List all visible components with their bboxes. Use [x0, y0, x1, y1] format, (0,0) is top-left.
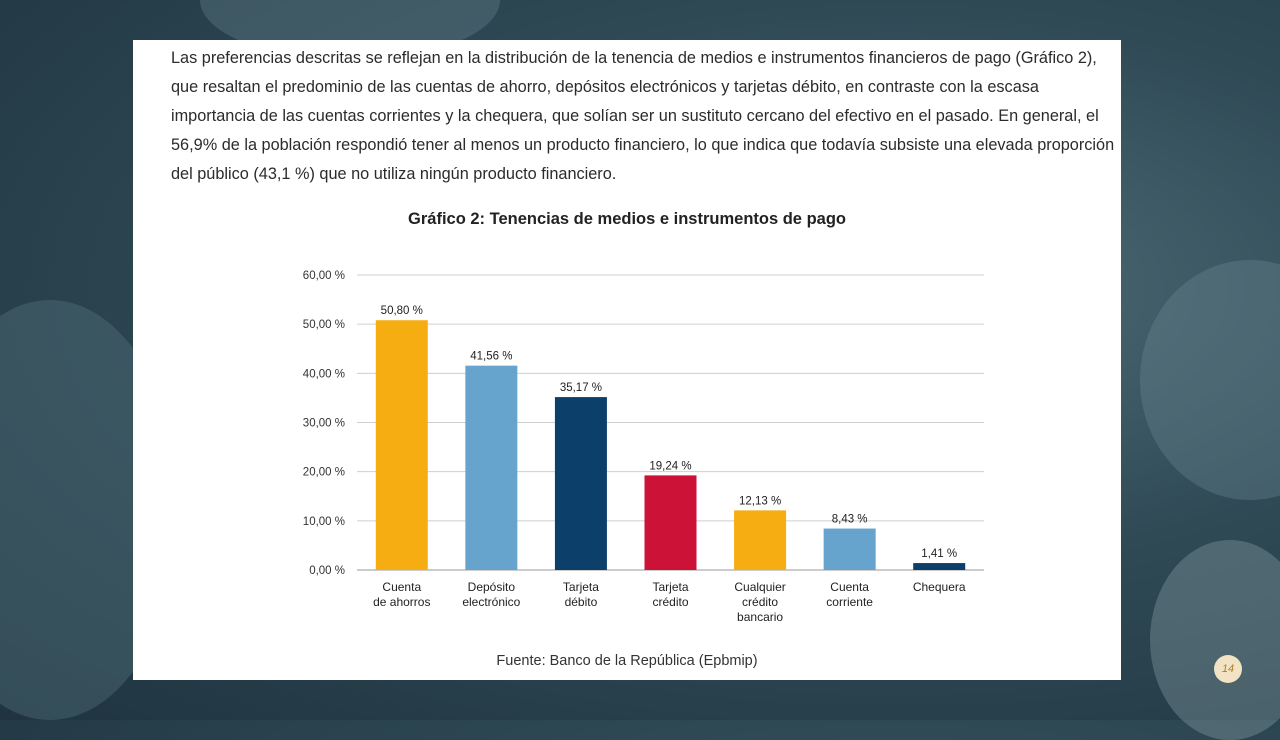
x-tick-label: Cuenta — [382, 580, 422, 594]
bar — [465, 366, 517, 570]
x-tick-label: bancario — [737, 610, 784, 624]
data-label: 12,13 % — [738, 495, 782, 508]
x-tick-label: débito — [564, 595, 598, 609]
x-tick-label: Tarjeta — [652, 580, 689, 594]
x-tick-label: crédito — [652, 595, 689, 609]
x-tick-label: corriente — [826, 595, 873, 609]
y-tick-label: 40,00 % — [302, 368, 345, 381]
slide-content-panel — [133, 40, 1121, 680]
x-tick-label: de ahorros — [373, 595, 431, 609]
y-tick-label: 20,00 % — [302, 466, 345, 479]
chart-source: Fuente: Banco de la República (Epbmip) — [496, 653, 758, 669]
bar — [555, 397, 607, 570]
bar — [734, 510, 786, 570]
data-label: 35,17 % — [559, 382, 603, 395]
x-tick-label: crédito — [742, 595, 779, 609]
bar — [645, 475, 697, 570]
bar-chart — [133, 260, 1121, 650]
chart-title: Gráfico 2: Tenencias de medios e instrumentos de pago — [408, 210, 846, 228]
bar — [913, 563, 965, 570]
data-label: 19,24 % — [649, 460, 692, 473]
data-label: 8,43 % — [831, 513, 868, 526]
x-tick-label: Cuenta — [830, 580, 869, 594]
data-label: 50,80 % — [380, 305, 423, 318]
data-label: 41,56 % — [470, 350, 513, 363]
y-tick-label: 0,00 % — [309, 565, 345, 577]
y-tick-label: 60,00 % — [302, 270, 345, 282]
x-tick-label: Tarjeta — [562, 580, 599, 594]
background-shape — [1150, 540, 1280, 740]
x-tick-label: Depósito — [467, 580, 516, 594]
y-tick-label: 30,00 % — [302, 417, 345, 430]
y-tick-label: 50,00 % — [302, 319, 345, 332]
x-tick-label: electrónico — [462, 595, 521, 609]
background-shape — [1140, 260, 1280, 500]
x-tick-label: Cualquier — [734, 580, 786, 594]
bar — [376, 320, 428, 570]
bar — [824, 529, 876, 570]
page-number-badge: 14 — [1214, 655, 1242, 683]
body-paragraph: Las preferencias descritas se reflejan en la distribución de la tenencia de medios e instrumentos financieros de pago (Gráfico 2), que resaltan el predominio de las cuentas de ahorro, depósitos electrónicos y tarjetas débito, en contraste con la escasa importancia de las cuentas corrientes y la chequera, que solían ser un sustituto cercano del efectivo en el pasado. En general, el 56,9% de la población respondió tener al menos un producto financiero, lo que indica que todavía subsiste una elevada proporción del público (43,1 %) que no utiliza ningún producto financiero. — [171, 49, 1115, 183]
data-label: 1,41 % — [921, 548, 958, 561]
x-tick-label: Chequera — [912, 580, 966, 594]
y-tick-label: 10,00 % — [302, 515, 345, 528]
